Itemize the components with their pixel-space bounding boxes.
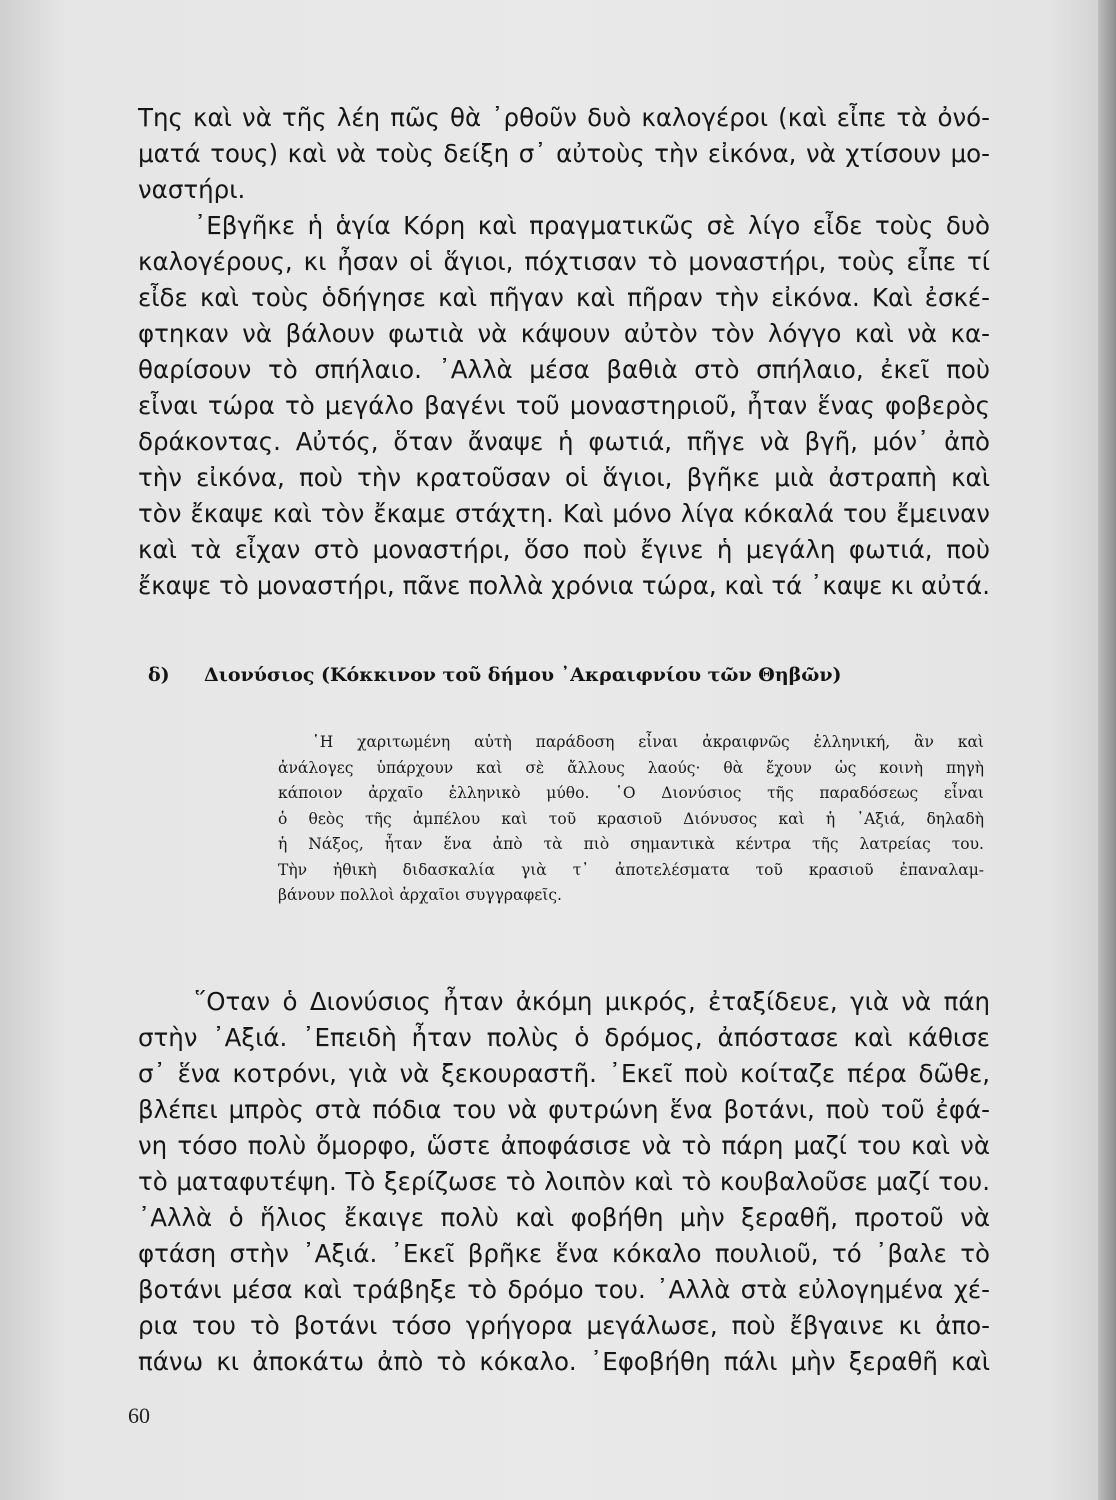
section-heading: [148, 664, 842, 686]
section-label: δ): [148, 664, 170, 686]
text-line: καλογέρους, κι ἦσαν οἱ ἅγιοι, πόχτισαν τὸ μοναστήρι, τοὺς εἶπε τί: [138, 247, 990, 276]
page-gutter-shadow: [1098, 0, 1116, 1500]
text-line: εἶδε καὶ τοὺς ὁδήγησε καὶ πῆγαν καὶ πῆραν τὴν εἰκόνα. Καὶ ἐσκέ-: [138, 283, 990, 312]
text-line: τὴν εἰκόνα, ποὺ τὴν κρατοῦσαν οἱ ἅγιοι, βγῆκε μιὰ ἀστραπὴ καὶ: [138, 463, 990, 492]
text-line: φτάση στὴν ᾿Αξιά. ᾿Εκεῖ βρῆκε ἕνα κόκαλο πουλιοῦ, τό ᾿βαλε τὸ: [138, 1239, 990, 1268]
text-line: θαρίσουν τὸ σπήλαιο. ᾿Αλλὰ μέσα βαθιὰ στὸ σπήλαιο, ἐκεῖ ποὺ: [138, 355, 990, 384]
text-line: βλέπει μπρὸς στὰ πόδια του νὰ φυτρώνη ἕνα βοτάνι, ποὺ τοῦ ἐφά-: [138, 1095, 990, 1124]
text-line: βοτάνι μέσα καὶ τράβηξε τὸ δρόμο του. ᾿Αλλὰ στὰ εὐλογημένα χέ-: [138, 1275, 990, 1304]
note-line: ὁ θεὸς τῆς ἀμπέλου καὶ τοῦ κρασιοῦ Διόνυσος καὶ ἡ ᾿Αξιά, δηλαδὴ: [278, 809, 984, 828]
section-title: Διονύσιος (Κόκκινον τοῦ δήμου ᾿Ακραιφνίου τῶν Θηβῶν): [204, 664, 842, 686]
note-line: ῾Η χαριτωμένη αὐτὴ παράδοση εἶναι ἀκραιφνῶς ἑλληνική, ἂν καὶ: [312, 733, 984, 751]
text-line: δράκοντας. Αὐτός, ὅταν ἄναψε ἡ φωτιά, πῆγε νὰ βγῆ, μόν᾿ ἀπὸ: [138, 427, 990, 456]
text-line: ρια του τὸ βοτάνι τόσο γρήγορα μεγάλωσε, ποὺ ἔβγαινε κι ἀπο-: [138, 1311, 990, 1340]
text-line: τὸν ἔκαψε καὶ τὸν ἔκαμε στάχτη. Καὶ μόνο λίγα κόκαλά του ἔμειναν: [138, 499, 990, 528]
note-line: Τὴν ἠθικὴ διδασκαλία γιὰ τ᾿ ἀποτελέσματα τοῦ κρασιοῦ ἐπαναλαμ-: [278, 860, 984, 879]
text-line: πάνω κι ἀποκάτω ἀπὸ τὸ κόκαλο. ᾿Εφοβήθη πάλι μὴν ξεραθῆ καὶ: [138, 1347, 990, 1376]
page-number: 60: [128, 1403, 150, 1428]
editorial-note: [278, 730, 984, 909]
text-line: ᾿Εβγῆκε ἡ ἁγία Κόρη καὶ πραγματικῶς σὲ λίγο εἶδε τοὺς δυὸ: [194, 211, 990, 240]
note-line: κάποιον ἀρχαῖο ἑλληνικὸ μύθο. ῾Ο Διονύσιος τῆς παραδόσεως εἶναι: [278, 784, 984, 802]
text-line: στὴν ᾿Αξιά. ᾿Επειδὴ ἦταν πολὺς ὁ δρόμος, ἀπόστασε καὶ κάθισε: [138, 1023, 990, 1052]
text-line: νη τόσο πολὺ ὄμορφο, ὥστε ἀποφάσισε νὰ τὸ πάρη μαζί του καὶ νὰ: [138, 1131, 990, 1160]
text-line: ῞Οταν ὁ Διονύσιος ἦταν ἀκόμη μικρός, ἐταξίδευε, γιὰ νὰ πάη: [194, 987, 990, 1016]
paragraph-story-continuation: [138, 100, 990, 604]
text-line: ᾿Αλλὰ ὁ ἥλιος ἔκαιγε πολὺ καὶ φοβήθη μὴν ξεραθῆ, προτοῦ νὰ: [138, 1203, 990, 1232]
text-line: τὸ ματαφυτέψη. Τὸ ξερίζωσε τὸ λοιπὸν καὶ τὸ κουβαλοῦσε μαζί του.: [138, 1167, 990, 1196]
text-line: καὶ τὰ εἶχαν στὸ μοναστήρι, ὅσο ποὺ ἔγινε ἡ μεγάλη φωτιά, ποὺ: [138, 535, 990, 564]
text-line: σ᾿ ἕνα κοτρόνι, γιὰ νὰ ξεκουραστῆ. ᾿Εκεῖ ποὺ κοίταζε πέρα δῶθε,: [138, 1059, 990, 1088]
text-line: Της καὶ νὰ τῆς λέη πῶς θὰ ᾿ρθοῦν δυὸ καλογέροι (καὶ εἶπε τὰ ὀνό-: [138, 103, 990, 132]
text-line: ναστήρι.: [138, 175, 246, 204]
text-line: εἶναι τώρα τὸ μεγάλο βαγένι τοῦ μοναστηριοῦ, ἦταν ἕνας φοβερὸς: [138, 391, 990, 420]
text-line: ἔκαψε τὸ μοναστήρι, πᾶνε πολλὰ χρόνια τώρα, καὶ τά ᾿καψε κι αὐτά.: [138, 571, 990, 600]
note-line: ἀνάλογες ὑπάρχουν καὶ σὲ ἄλλους λαούς· θὰ ἔχουν ὡς κοινὴ πηγὴ: [278, 758, 984, 777]
note-line: ἡ Νάξος, ἦταν ἕνα ἀπὸ τὰ πιὸ σημαντικὰ κέντρα τῆς λατρείας του.: [278, 835, 984, 853]
text-line: ματά τους) καὶ νὰ τοὺς δείξη σ᾿ αὐτοὺς τὴν εἰκόνα, νὰ χτίσουν μο-: [138, 139, 990, 168]
text-line: φτηκαν νὰ βάλουν φωτιὰ νὰ κάψουν αὐτὸν τὸν λόγγο καὶ νὰ κα-: [138, 319, 990, 348]
note-line: βάνουν πολλοὶ ἀρχαῖοι συγγραφεῖς.: [278, 886, 562, 904]
paragraph-dionysios-story: [138, 984, 990, 1380]
